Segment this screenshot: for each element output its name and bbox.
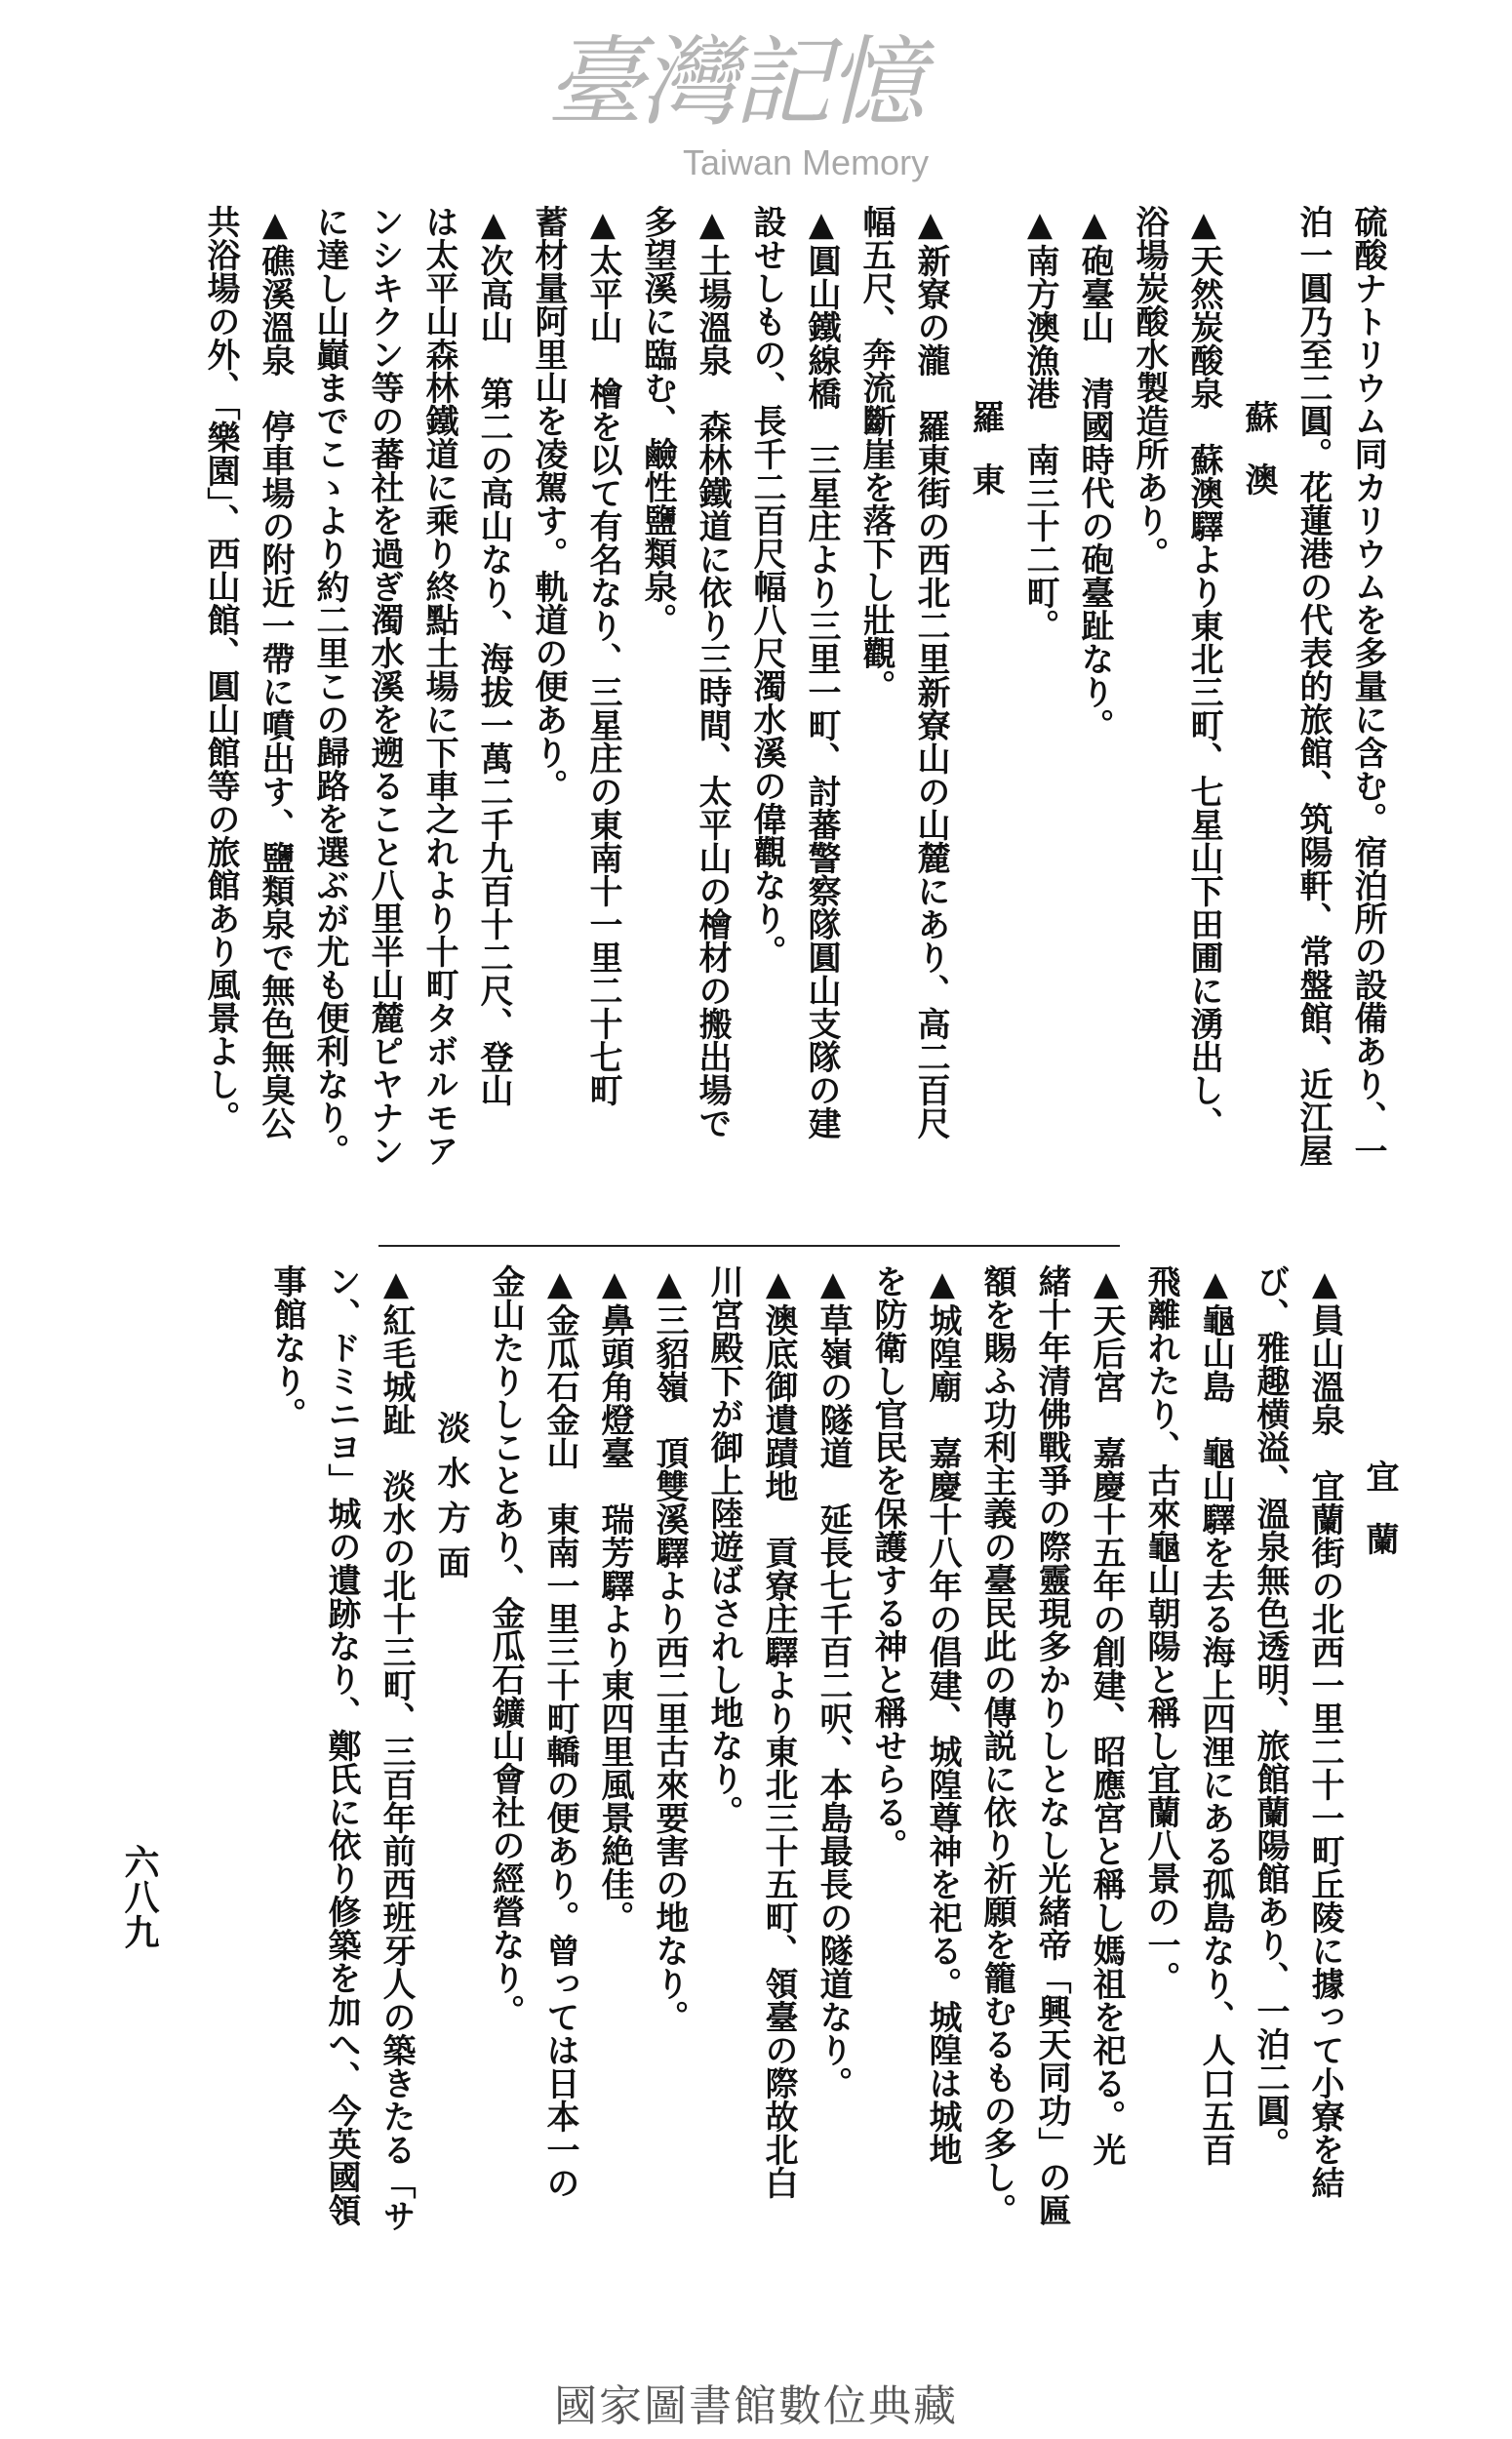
section-heading: 淡水方面 [431,1411,470,1590]
text-line: は太平山森林鐵道に乘り終點土場に下車之れより十町タボルモア [419,205,458,1167]
text-line: 設せしもの、長千二百尺幅八尺濁水溪の偉觀なり。 [747,205,786,968]
text-line: ンシキクン等の蕃社を過ぎ濁水溪を遡ること八里半山麓ピヤナン [365,205,404,1167]
entry-line: ▲南方澳漁港 南三十二町。 [1020,205,1059,642]
text-line: 事館なり。 [267,1264,306,1430]
entry-line: ▲天然炭酸泉 蘇澳驛より東北三町、七星山下田圃に湧出し、 [1184,205,1223,1140]
entry-line: ▲三貂嶺 頂雙溪驛より西二里古來要害の地なり。 [650,1264,689,2033]
entry-line: ▲礁溪溫泉 停車場の附近一帶に噴出す、鹽類泉で無色無臭公 [256,205,295,1140]
text-line: に達し山巓までこゝより約二里この歸路を選ぶが尤も便利なり。 [310,205,349,1167]
entry-line: ▲龜山島 龜山驛を去る海上四浬にある孤島なり、人口五百 [1196,1264,1235,2166]
entry-line: ▲鼻頭角燈臺 瑞芳驛より東四里風景絶佳。 [595,1264,634,1934]
entry-line: ▲圓山鐵線橋 三星庄より三里一町、討蕃警察隊圓山支隊の建 [802,205,841,1140]
section-heading: 宜蘭 [1360,1459,1399,1584]
text-line: 浴場炭酸水製造所あり。 [1130,205,1169,570]
entry-line: ▲次高山 第二の高山なり、海拔一萬二千九百十二尺、登山 [474,205,513,1106]
watermark-logo: 臺灣記憶 [546,25,921,140]
text-line: 緒十年清佛戰爭の際靈現多かりしとなし光緒帝「興天同功」の匾 [1032,1264,1071,2226]
entry-line: ▲草嶺の隧道 延長七千百二呎、本島最長の隧道なり。 [814,1264,853,2099]
text-line: 金山たりしことあり、金瓜石鑛山會社の經營なり。 [486,1264,525,2027]
section-heading: 蘇澳 [1239,400,1278,525]
text-line: ン、ドミニヨ」城の遺跡なり、鄭氏に依り修築を加へ、今英國領 [322,1264,361,2226]
entry-line: ▲金瓜石金山 東南一里三十町轎の便あり。曾っては日本一の [540,1264,579,2199]
text-line: 泊一圓乃至二圓。花蓮港の代表的旅館、筑陽軒、常盤館、近江屋 [1293,205,1333,1167]
entry-line: ▲澳底御遺蹟地 貢寮庄驛より東北三十五町、領臺の際故北白 [759,1264,798,2199]
entry-line: ▲新寮の瀧 羅東街の西北二里新寮山の山麓にあり、高二百尺 [911,205,950,1140]
section-heading: 羅東 [966,400,1005,525]
entry-line: ▲城隍廟 嘉慶十八年の倡建、城隍尊神を祀る。城隍は城地 [923,1264,962,2166]
entry-line: ▲太平山 檜を以て有名なり、三星庄の東南十一里二十七町 [583,205,622,1106]
text-line: 多望溪に臨む、鹼性鹽類泉。 [638,205,677,636]
text-line: び、雅趣横溢、溫泉無色透明、旅館蘭陽館あり、一泊二圓。 [1251,1264,1290,2160]
text-line: 飛離れたり、古來龜山朝陽と稱し宜蘭八景の一。 [1141,1264,1180,1994]
entry-line: ▲土場溫泉 森林鐵道に依り三時間、太平山の檜材の搬出場で [693,205,732,1140]
footer-credit: 國家圖書館數位典藏 [554,2381,958,2431]
section-divider [378,1245,1120,1247]
entry-line: ▲砲臺山 清國時代の砲臺趾なり。 [1075,205,1114,741]
entry-line: ▲員山溫泉 宜蘭街の北西一里二十一町丘陵に據って小寮を結 [1305,1264,1344,2199]
text-line: を防衛し官民を保護する神と稱せらる。 [868,1264,907,1861]
text-line: 川宮殿下が御上陸遊ばされし地なり。 [704,1264,743,1828]
text-line: 額を賜ふ功利主義の臺民此の傳説に依り祈願を籠むるもの多し。 [977,1264,1016,2226]
watermark-text: Taiwan Memory [683,142,930,182]
text-line: 蓄材量阿里山を凌駕す。軌道の便あり。 [529,205,568,802]
entry-line: ▲天后宮 嘉慶十五年の創建、昭應宮と稱し媽祖を祀る。光 [1087,1264,1126,2166]
lower-text-block [259,1264,1407,2289]
text-line: 共浴場の外、「樂園」、西山館、圓山館等の旅館あり風景よし。 [201,205,240,1134]
page-number: 六八九 [119,1844,160,1949]
text-line: 幅五尺、奔流斷崖を落下し壯觀。 [856,205,895,702]
upper-text-block [193,205,1395,1229]
text-line: 硫酸ナトリウム同カリウムを多量に含む。宿泊所の設備あり、一 [1348,205,1387,1167]
entry-line: ▲紅毛城趾 淡水の北十三町、三百年前西班牙人の築きたる「サ [377,1264,416,2232]
